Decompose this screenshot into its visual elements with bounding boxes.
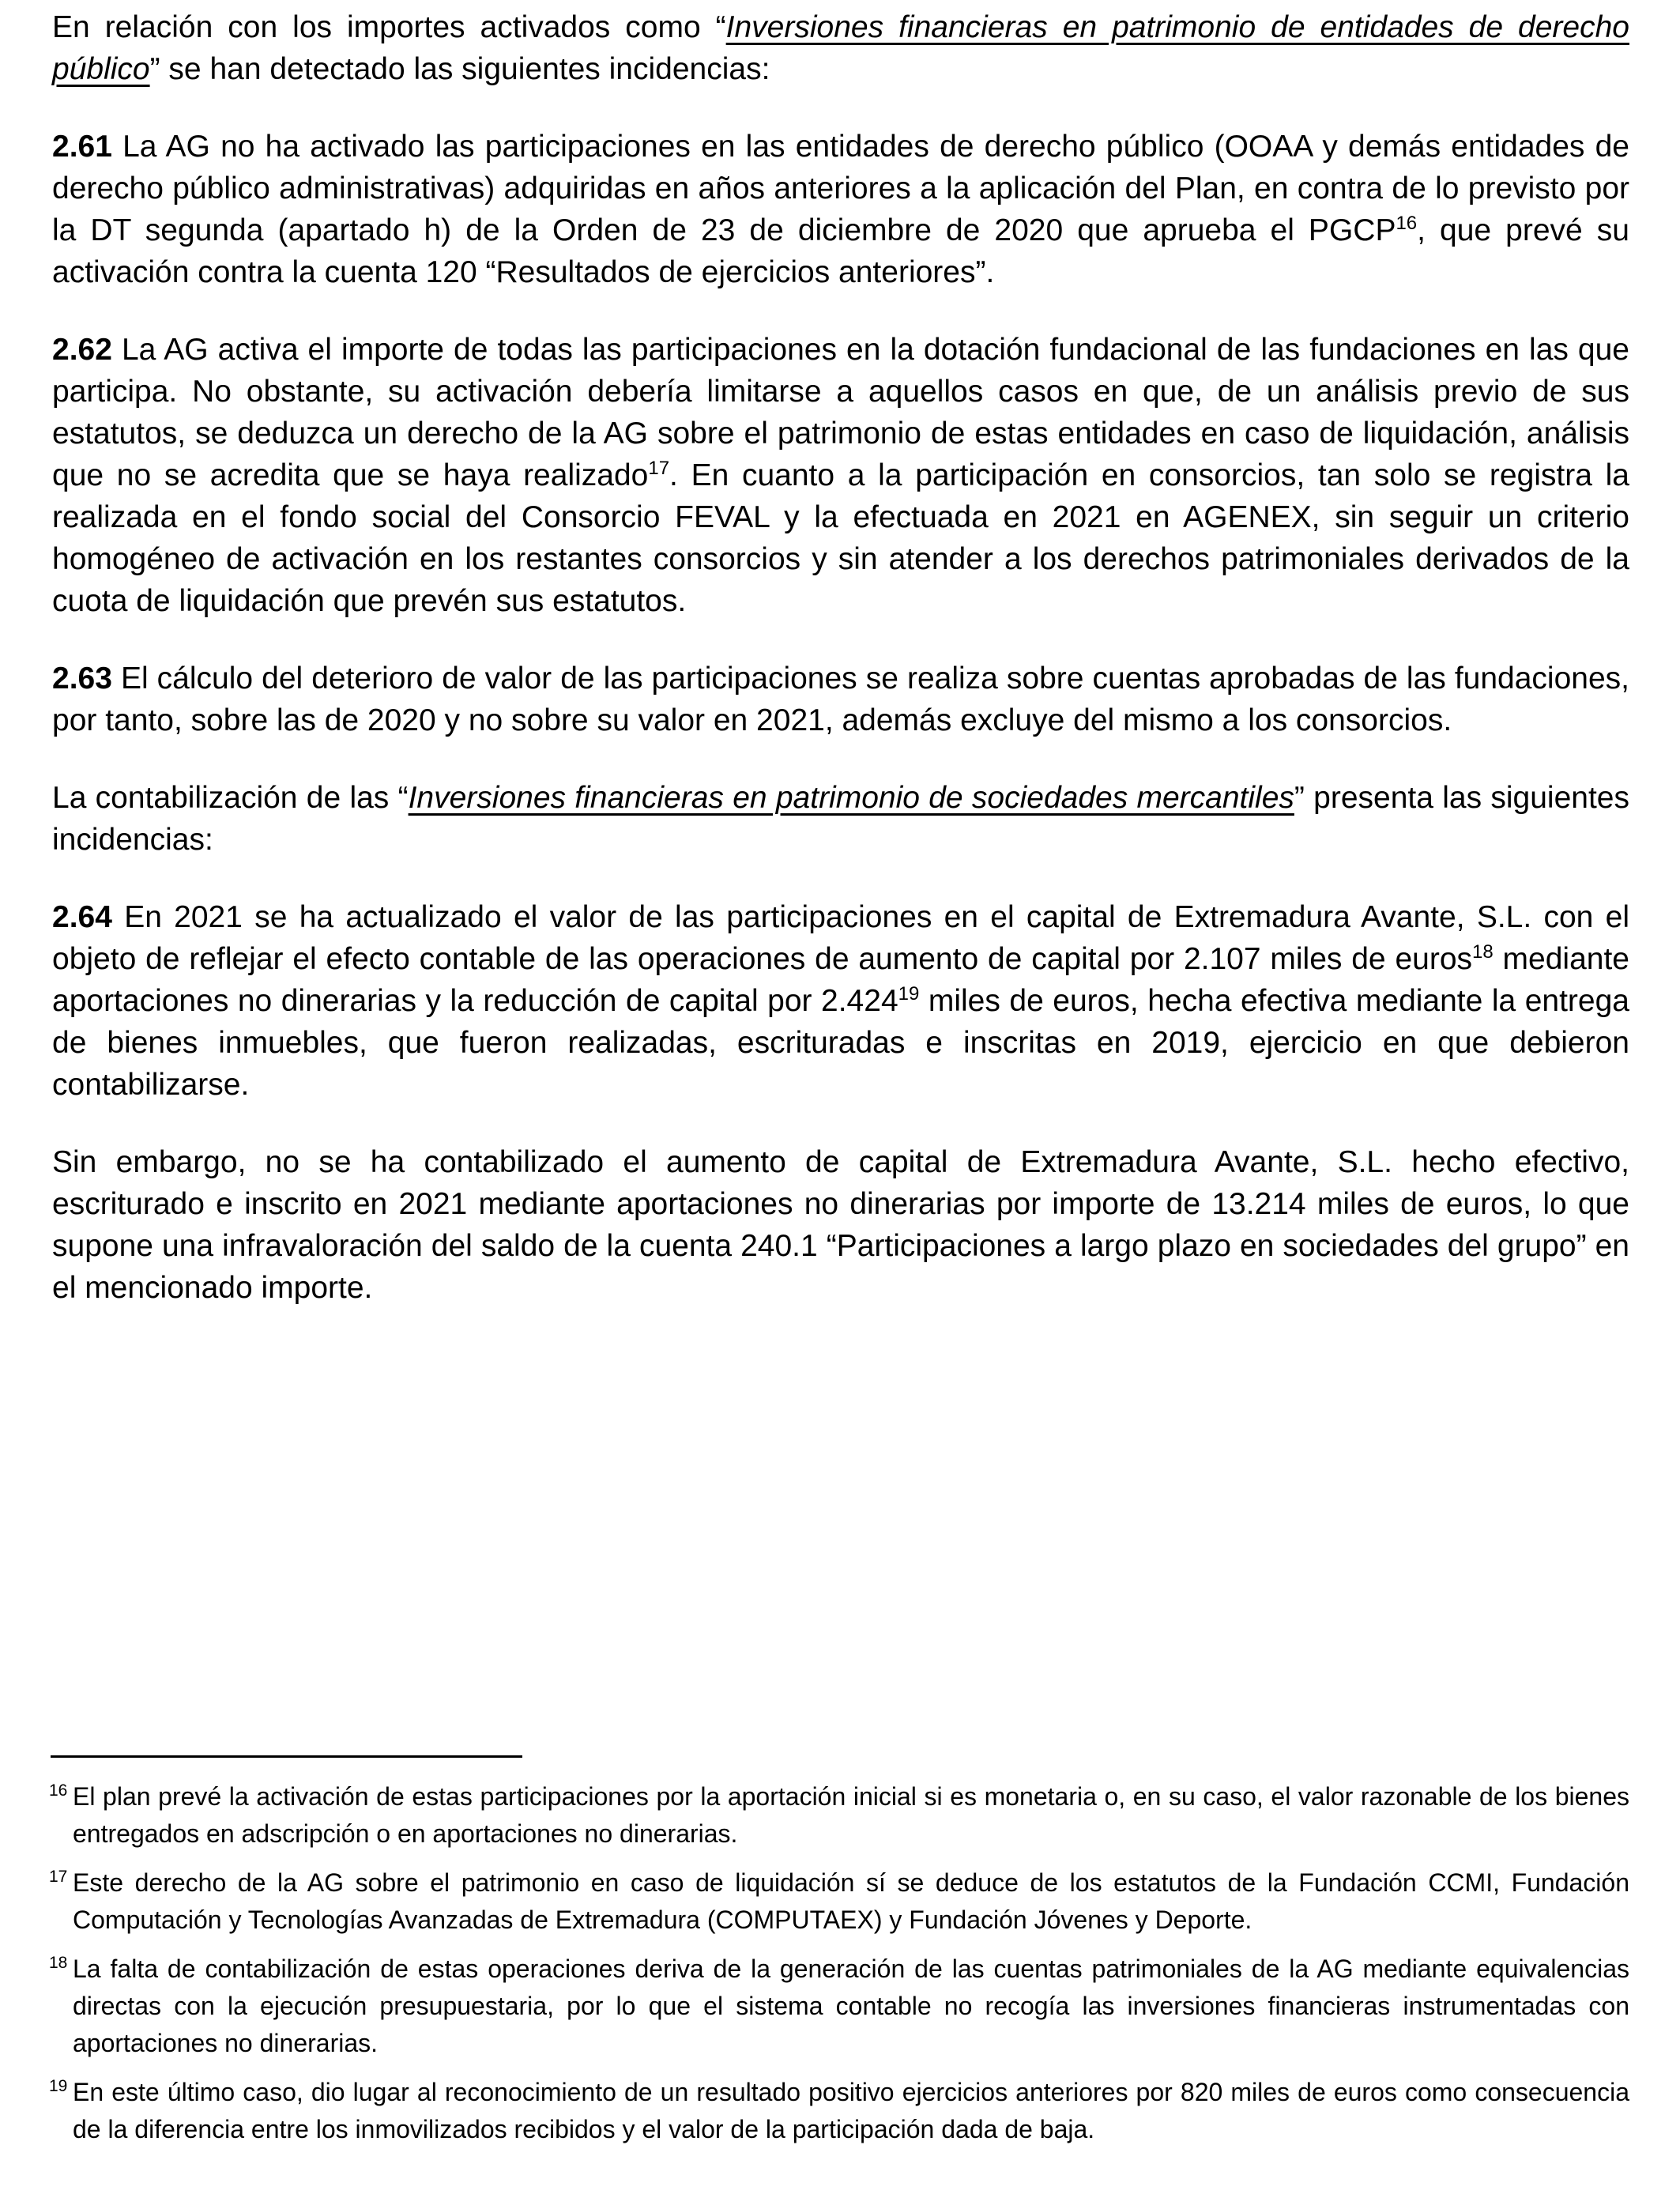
paragraph-number: 2.61 xyxy=(52,130,112,164)
footnote-separator-line xyxy=(51,1755,522,1758)
text-segment: Sin embargo, no se ha contabilizado el aumento de capital de Extremadura Avante, S.L. hecho efectivo, escriturado e inscrito en 2021 mediante aportaciones no dinerarias por importe de 13.214 miles de euros, lo que supone una infravaloración del saldo de la cuenta 240.1 “Participaciones a largo plazo en sociedades del grupo” en el mencionado importe. xyxy=(52,1145,1629,1305)
text-segment: La AG activa el importe de todas las participaciones en la dotación fundacional de las fundaciones en las que participa. No obstante, su activación debería limitarse a aquellos casos en que, de un análisis previo de sus estatutos, se deduzca un derecho de la AG sobre el patrimonio de estas entidades en caso de liquidación, análisis que no se acredita que se haya realizado xyxy=(52,333,1629,492)
footnote-reference: 19 xyxy=(898,983,920,1005)
footnote-item xyxy=(49,1951,1629,2062)
text-segment: mediante aportaciones no dinerarias y la reducción de capital por 2.424 xyxy=(52,942,1629,1018)
footnote-text: En este último caso, dio lugar al reconocimiento de un resultado positivo ejercicios anteriores por 820 miles de euros como consecuencia de la diferencia entre los inmovilizados recibidos y el valor de la participación dada de baja. xyxy=(73,2078,1629,2143)
footnote-section xyxy=(49,1755,1629,2160)
text-segment: La AG no ha activado las participaciones en las entidades de derecho público (OOAA y demás entidades de derecho público administrativas) adquiridas en años anteriores a la aplicación del Plan, en contra de lo previsto por la DT segunda (apartado h) de la Orden de 23 de diciembre de 2020 que aprueba el PGCP xyxy=(52,130,1629,247)
footnote-text: El plan prevé la activación de estas participaciones por la aportación inicial si es monetaria o, en su caso, el valor razonable de los bienes entregados en adscripción o en aportaciones no dinerarias. xyxy=(73,1782,1629,1848)
text-segment: En relación con los importes activados como “ xyxy=(52,10,726,44)
paragraph-number: 2.63 xyxy=(52,662,112,696)
footnote-number: 19 xyxy=(49,2077,68,2095)
text-segment: Inversiones financieras en patrimonio de sociedades mercantiles xyxy=(408,781,1294,815)
body-paragraph xyxy=(52,658,1629,741)
footnote-item xyxy=(49,1864,1629,1939)
body-paragraph xyxy=(52,896,1629,1106)
footnote-item xyxy=(49,2074,1629,2148)
text-segment: ” se han detectado las siguientes incidencias: xyxy=(149,52,770,86)
text-segment: ” presenta las siguientes incidencias: xyxy=(52,781,1629,857)
body-paragraph xyxy=(52,777,1629,861)
footnote-reference: 17 xyxy=(648,458,670,479)
body-paragraph xyxy=(52,126,1629,293)
footnote-list xyxy=(49,1778,1629,2148)
text-segment: , que prevé su activación contra la cuenta 120 “Resultados de ejercicios anteriores”. xyxy=(52,213,1629,289)
text-segment: La contabilización de las “ xyxy=(52,781,409,815)
paragraph-number: 2.62 xyxy=(52,333,112,367)
body-paragraph xyxy=(52,1141,1629,1309)
footnote-text: La falta de contabilización de estas operaciones deriva de la generación de las cuentas patrimoniales de la AG mediante equivalencias directas con la ejecución presupuestaria, por lo que el sistema contable no recogía las inversiones financieras instrumentadas con aportaciones no dinerarias. xyxy=(73,1955,1629,2057)
footnote-text: Este derecho de la AG sobre el patrimonio en caso de liquidación sí se deduce de los estatutos de la Fundación CCMI, Fundación Computación y Tecnologías Avanzadas de Extremadura (COMPUTAEX) y Fundación Jóvenes y Deporte. xyxy=(73,1868,1629,1934)
text-segment: En 2021 se ha actualizado el valor de las participaciones en el capital de Extremadura Avante, S.L. con el objeto de reflejar el efecto contable de las operaciones de aumento de capital por 2.107 miles de euros xyxy=(52,900,1629,976)
paragraph-number: 2.64 xyxy=(52,900,112,934)
footnote-number: 16 xyxy=(49,1781,68,1800)
document-body xyxy=(52,6,1629,1344)
footnote-item xyxy=(49,1778,1629,1853)
text-segment: Inversiones financieras en patrimonio de entidades de derecho público xyxy=(52,10,1629,86)
footnote-reference: 16 xyxy=(1396,213,1418,234)
text-segment: . En cuanto a la participación en consorcios, tan solo se registra la realizada en el fondo social del Consorcio FEVAL y la efectuada en 2021 en AGENEX, sin seguir un criterio homogéneo de activación en los restantes consorcios y sin atender a los derechos patrimoniales derivados de la cuota de liquidación que prevén sus estatutos. xyxy=(52,458,1629,618)
footnote-number: 18 xyxy=(49,1954,68,1972)
footnote-number: 17 xyxy=(49,1868,68,1886)
body-paragraph xyxy=(52,6,1629,90)
text-segment: El cálculo del deterioro de valor de las participaciones se realiza sobre cuentas aprobadas de las fundaciones, por tanto, sobre las de 2020 y no sobre su valor en 2021, además excluye del mismo a los consorcios. xyxy=(52,662,1629,737)
body-paragraph xyxy=(52,329,1629,622)
footnote-reference: 18 xyxy=(1472,941,1494,963)
text-segment: miles de euros, hecha efectiva mediante la entrega de bienes inmuebles, que fueron realizadas, escrituradas e inscritas en 2019, ejercicio en que debieron contabilizarse. xyxy=(52,984,1629,1102)
